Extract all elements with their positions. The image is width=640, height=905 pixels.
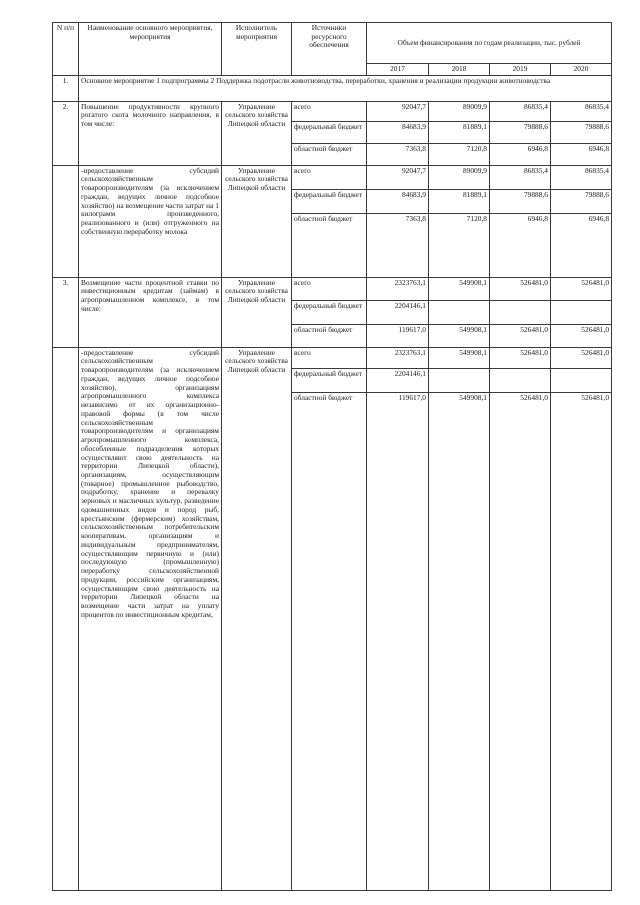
value-cell: 549908,1 <box>429 277 490 300</box>
header-activity-name: Наименование основного мероприятия, мероприятия <box>79 23 222 76</box>
value-cell <box>490 368 551 392</box>
value-cell: 79888,6 <box>551 189 612 213</box>
value-cell: 526481,0 <box>490 324 551 347</box>
header-year: 2017 <box>367 64 429 76</box>
activity-name: -предоставление субсидий сельскохозяйственным товаропроизводителям (за исключением граждан, ведущих личное подсобное хозяйство), организациям агропромышленного комплекса независимо от их организационно-правовой формы (в том числе сельскохозяйственным товаропроизводителям и организациям агропромышленного комплекса, обособленные подразделения которых осуществляют свою деятельность на территории Липецкой области), организациям, осуществляющим (товарное) промышленное рыбоводство, подработку, хранение и перевалку зерновых и масличных культур, разведение одомашненных видов и пород рыб, крестьянским (фермерским) хозяйствам, сельскохозяйственным потребительским кооперативам, организациям и индивидуальным предпринимателям, осуществляющим первичную и (или) последующую (промышленную) переработку сельскохозяйственной продукции, российским организациям, осуществляющим свою деятельность на территории Липецкой области на возмещение части затрат на уплату процентов по инвестиционным кредитам, <box>79 347 222 890</box>
source-label: всего <box>292 347 367 368</box>
value-cell: 89009,9 <box>429 101 490 121</box>
activity-executor: Управление сельского хозяйства Липецкой области <box>222 101 292 165</box>
value-cell: 526481,0 <box>490 347 551 368</box>
source-label: областной бюджет <box>292 324 367 347</box>
value-cell: 89009,9 <box>429 165 490 189</box>
value-cell: 6946,8 <box>490 213 551 277</box>
value-cell: 79888,6 <box>490 121 551 143</box>
value-cell: 81889,1 <box>429 121 490 143</box>
value-cell: 526481,0 <box>490 392 551 890</box>
value-cell: 6946,8 <box>551 213 612 277</box>
value-cell: 119617,0 <box>367 324 429 347</box>
funding-table <box>52 22 612 891</box>
value-cell: 526481,0 <box>551 324 612 347</box>
value-cell <box>551 368 612 392</box>
value-cell <box>551 300 612 324</box>
header-year: 2018 <box>429 64 490 76</box>
source-label: федеральный бюджет <box>292 300 367 324</box>
value-cell: 2323763,1 <box>367 277 429 300</box>
value-cell: 86835,4 <box>551 101 612 121</box>
value-cell: 81889,1 <box>429 189 490 213</box>
header-funding: Объем финансирования по годам реализации, тыс. рублей <box>367 23 612 64</box>
header-year: 2019 <box>490 64 551 76</box>
value-cell <box>429 368 490 392</box>
value-cell: 549908,1 <box>429 324 490 347</box>
activity-executor: Управление сельского хозяйства Липецкой области <box>222 165 292 277</box>
value-cell <box>429 300 490 324</box>
header-executor: Исполнитель мероприятия <box>222 23 292 76</box>
value-cell: 7120,8 <box>429 213 490 277</box>
source-label: федеральный бюджет <box>292 368 367 392</box>
value-cell: 526481,0 <box>551 347 612 368</box>
value-cell: 549908,1 <box>429 347 490 368</box>
value-cell: 7120,8 <box>429 143 490 165</box>
activity-executor: Управление сельского хозяйства Липецкой области <box>222 347 292 890</box>
value-cell: 92047,7 <box>367 101 429 121</box>
row-number: 1. <box>53 75 79 101</box>
header-sources: Источники ресурсного обеспечения <box>292 23 367 76</box>
source-label: федеральный бюджет <box>292 121 367 143</box>
main-activity-title: Основное мероприятие 1 подпрограммы 2 Поддержка подотрасли животноводства, переработки, хранения и реализации продукции животноводства <box>79 75 612 101</box>
source-label: всего <box>292 101 367 121</box>
value-cell: 86835,4 <box>490 101 551 121</box>
source-label: всего <box>292 277 367 300</box>
header-number: N п/п <box>53 23 79 76</box>
row-number-empty <box>53 165 79 277</box>
value-cell: 7363,8 <box>367 143 429 165</box>
source-label: областной бюджет <box>292 143 367 165</box>
value-cell: 549908,1 <box>429 392 490 890</box>
value-cell: 86835,4 <box>490 165 551 189</box>
value-cell: 2323763,1 <box>367 347 429 368</box>
value-cell: 526481,0 <box>551 392 612 890</box>
value-cell: 6946,8 <box>551 143 612 165</box>
value-cell: 6946,8 <box>490 143 551 165</box>
header-year: 2020 <box>551 64 612 76</box>
activity-name: -предоставление субсидий сельскохозяйственным товаропроизводителям (за исключением граждан, ведущих личное подсобное хозяйство) на возмещение части затрат на 1 килограмм произведенного, реализованного и (или) отгруженного на собственную переработку молока <box>79 165 222 277</box>
value-cell: 79888,6 <box>551 121 612 143</box>
value-cell: 119617,0 <box>367 392 429 890</box>
value-cell: 92047,7 <box>367 165 429 189</box>
row-number: 3. <box>53 277 79 347</box>
value-cell: 526481,0 <box>551 277 612 300</box>
value-cell <box>490 300 551 324</box>
source-label: областной бюджет <box>292 213 367 277</box>
value-cell: 86835,4 <box>551 165 612 189</box>
value-cell: 526481,0 <box>490 277 551 300</box>
value-cell: 84683,9 <box>367 121 429 143</box>
activity-executor: Управление сельского хозяйства Липецкой области <box>222 277 292 347</box>
value-cell: 7363,8 <box>367 213 429 277</box>
row-number-empty <box>53 347 79 890</box>
value-cell: 2204146,1 <box>367 368 429 392</box>
activity-name: Возмещение части процентной ставки по инвестиционным кредитам (займам) в агропромышленном комплексе, в том числе: <box>79 277 222 347</box>
row-number: 2. <box>53 101 79 165</box>
activity-name: Повышение продуктивности крупного рогатого скота молочного направления, в том числе: <box>79 101 222 165</box>
value-cell: 79888,6 <box>490 189 551 213</box>
source-label: всего <box>292 165 367 189</box>
value-cell: 2204146,1 <box>367 300 429 324</box>
source-label: областной бюджет <box>292 392 367 890</box>
source-label: федеральный бюджет <box>292 189 367 213</box>
value-cell: 84683,9 <box>367 189 429 213</box>
